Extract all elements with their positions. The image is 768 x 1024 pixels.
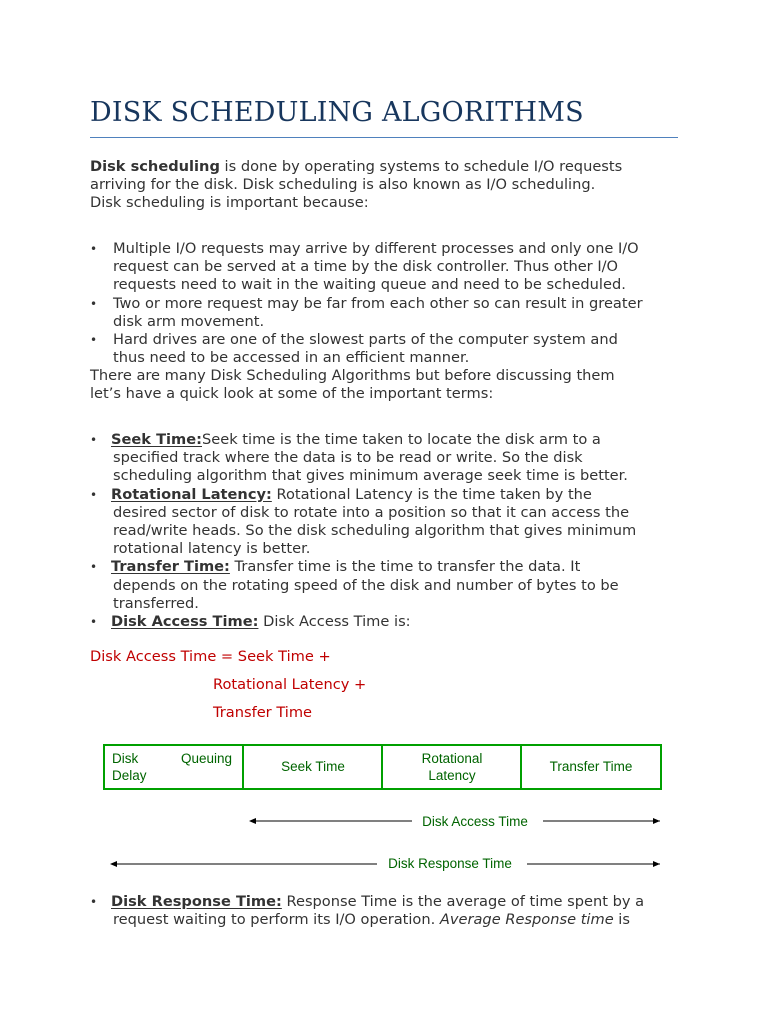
cell-rotational-b: Latency	[428, 768, 476, 783]
timeline-box	[104, 745, 661, 789]
cell-transfer-time: Transfer Time	[549, 759, 633, 774]
reasons-list	[90, 240, 680, 367]
term-seek-time-text: Seek time is the time taken to locate the disk arm to a	[202, 431, 601, 448]
reason-1-line-2: request can be served at a time by the disk controller. Thus other I/O	[113, 258, 619, 276]
term-1-line-3: scheduling algorithm that gives minimum average seek time is better.	[113, 467, 628, 485]
response-line-1	[95, 893, 680, 911]
term-1-line-2: specified track where the data is to be read or write. So the disk	[113, 449, 583, 467]
term-2-line-2: desired sector of disk to rotate into a position so that it can access the	[113, 503, 630, 521]
title-underline-rule	[90, 137, 678, 138]
page-title: DISK SCHEDULING ALGORITHMS	[90, 97, 584, 128]
term-transfer-time	[95, 558, 230, 575]
intro-line-2: arriving for the disk. Disk scheduling is also known as I/O scheduling.	[90, 176, 596, 194]
cell-queue-label-b: Queuing	[181, 751, 233, 766]
intro-paragraph	[90, 158, 690, 213]
bullet-icon: •	[90, 296, 98, 311]
bullet-icon: •	[90, 615, 98, 630]
list-item	[90, 558, 680, 613]
term-rotational-latency	[95, 486, 272, 503]
reason-1-line-1: Multiple I/O requests may arrive by different processes and only one I/O	[113, 240, 639, 257]
term-rotational-latency-text: Rotational Latency is the time taken by the	[271, 485, 592, 503]
response-time-label: Disk Response Time	[388, 856, 512, 871]
intro-line-1-rest: is done by operating systems to schedule I/O requests	[219, 158, 623, 175]
term-disk-response-time-label: Disk Response Time:	[111, 893, 282, 910]
term-4-line-1	[95, 613, 680, 631]
term-2-line-1	[95, 486, 680, 504]
intro-line-3: Disk scheduling is important because:	[90, 194, 369, 212]
access-time-label: Disk Access Time	[422, 814, 528, 829]
term-3-line-3: transferred.	[113, 594, 199, 612]
response-line-2-plain: request waiting to perform its I/O operation.	[113, 911, 440, 929]
reason-1-line-3: requests need to wait in the waiting queue and need to be scheduled.	[113, 276, 626, 294]
bullet-icon: •	[90, 895, 98, 909]
access-time-arrow	[250, 814, 660, 829]
diagram-svg	[0, 730, 768, 880]
term-1-line-1	[95, 431, 680, 449]
list-item	[90, 295, 680, 331]
term-seek-time	[95, 431, 202, 448]
formula-line-2: Rotational Latency +	[213, 676, 367, 693]
response-time-arrow	[111, 856, 660, 871]
term-transfer-time-label: Transfer Time:	[111, 558, 230, 576]
term-3-line-1	[95, 558, 680, 576]
response-line-2-tail: is	[613, 911, 630, 929]
bullet-icon: •	[90, 333, 98, 348]
bullet-icon: •	[90, 242, 98, 256]
intro-bold-lead: Disk scheduling	[90, 158, 220, 175]
list-item	[90, 893, 680, 929]
cell-rotational-a: Rotational	[421, 751, 483, 766]
bullet-icon: •	[90, 433, 98, 447]
intro-line-1	[90, 158, 690, 176]
response-line-2-italic: Average Response time	[439, 911, 614, 929]
disk-time-diagram	[0, 730, 768, 880]
reason-2-line-1: Two or more request may be far from each other so can result in greater	[113, 294, 643, 312]
formula-line-1: Disk Access Time = Seek Time +	[90, 648, 331, 665]
bullet-icon: •	[90, 560, 98, 575]
list-item	[90, 431, 680, 486]
formula-line-3: Transfer Time	[213, 704, 313, 721]
transition-line-2: let’s have a quick look at some of the important terms:	[90, 385, 494, 403]
cell-seek-time: Seek Time	[281, 759, 345, 774]
reason-3-line-1: Hard drives are one of the slowest parts of the computer system and	[113, 331, 618, 349]
term-3-line-2: depends on the rotating speed of the disk and number of bytes to be	[113, 576, 619, 594]
list-item	[90, 240, 680, 295]
term-2-line-3: read/write heads. So the disk scheduling algorithm that gives minimum	[113, 522, 637, 540]
term-disk-access-time	[95, 613, 258, 630]
reason-2-line-2: disk arm movement.	[113, 312, 265, 330]
term-disk-access-time-text: Disk Access Time is:	[258, 613, 411, 631]
cell-queue-label-a: Disk	[112, 751, 139, 766]
term-seek-time-label: Seek Time:	[111, 431, 202, 448]
term-rotational-latency-label: Rotational Latency:	[111, 485, 272, 503]
term-2-line-4: rotational latency is better.	[113, 540, 311, 558]
cell-queue-label-c: Delay	[112, 768, 147, 783]
transition-line-1: There are many Disk Scheduling Algorithms but before discussing them	[90, 367, 615, 384]
term-disk-response-time	[95, 893, 282, 910]
list-item	[90, 613, 680, 631]
bullet-icon: •	[90, 487, 98, 502]
term-disk-access-time-label: Disk Access Time:	[111, 613, 259, 631]
response-list	[90, 893, 680, 929]
terms-list	[90, 431, 680, 631]
response-line-2	[113, 911, 680, 929]
transition-paragraph	[90, 367, 690, 403]
term-transfer-time-text: Transfer time is the time to transfer the data. It	[229, 558, 581, 576]
reason-3-line-2: thus need to be accessed in an efficient manner.	[113, 349, 470, 367]
list-item	[90, 486, 680, 559]
response-line-1-text: Response Time is the average of time spent by a	[281, 893, 645, 910]
list-item	[90, 331, 680, 367]
